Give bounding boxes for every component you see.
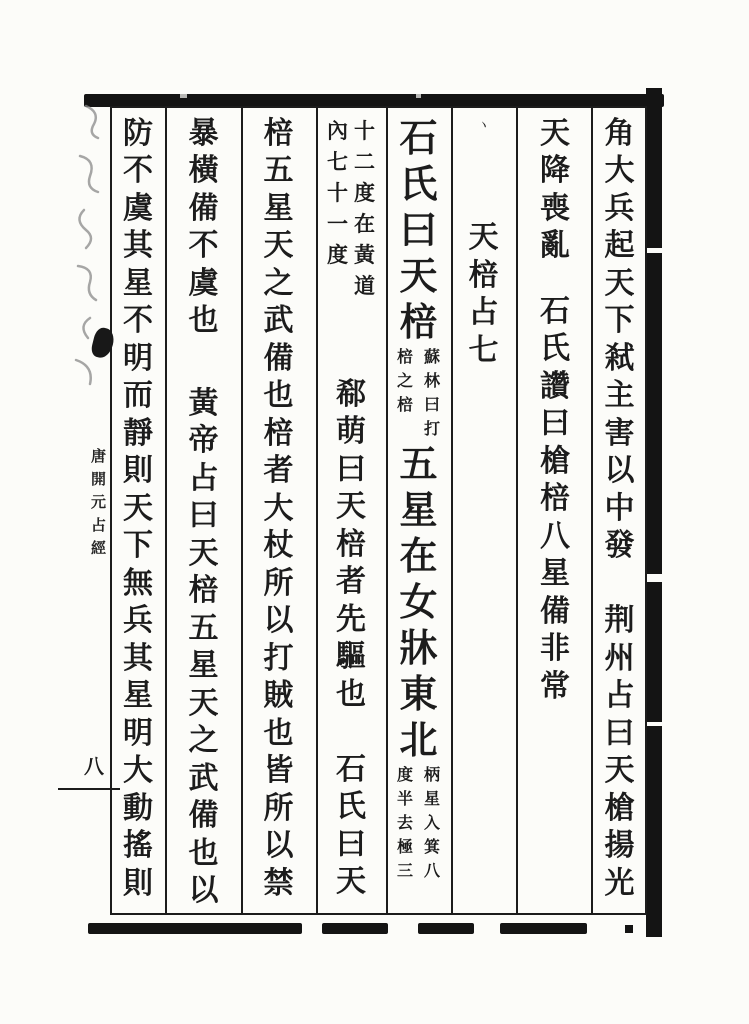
text-glyph: 武 [263,303,294,339]
text-glyph: 賊 [263,678,294,714]
text-glyph: 揚 [604,828,635,864]
text-glyph: 氏 [399,161,438,206]
text-glyph: 曰 [336,451,366,487]
text-column-col-5 [317,110,385,913]
text-column-col-2 [520,110,590,913]
text-glyph: 曰 [188,498,219,534]
text-glyph: 牀 [399,625,438,670]
text-glyph: 在 [399,533,438,578]
text-glyph: 也 [263,715,294,751]
band-nick [416,94,421,98]
text-glyph: 害 [604,415,635,451]
text-glyph: 棓 [263,415,294,451]
annotation-glyph: 柄 [423,765,440,784]
text-glyph: 曰 [604,715,635,751]
text-glyph: 天 [540,115,570,151]
blank-gap [592,565,647,603]
bar-notch [646,574,662,582]
bar-notch [646,722,662,726]
text-segment [167,385,240,910]
annotation-glyph: 蘇 [423,347,440,366]
text-glyph: 動 [123,790,153,826]
annotation-glyph: 八 [423,861,440,880]
text-glyph: 占 [188,460,219,496]
text-segment [387,441,450,763]
text-segment [167,115,240,340]
text-glyph: 曰 [540,406,570,442]
text-glyph: 明 [123,340,153,376]
text-column-col-7 [167,110,240,913]
text-glyph: 橫 [188,153,219,189]
bar-notch [646,248,662,253]
annotation-glyph: 內 [327,118,348,143]
text-glyph: 暴 [188,115,219,151]
text-glyph: 星 [123,265,153,301]
text-glyph: 兵 [123,603,153,639]
text-glyph: 者 [263,453,294,489]
text-column-col-4 [387,110,450,913]
annotation-glyph: 棓 [396,395,413,414]
text-glyph: 發 [604,528,635,564]
text-glyph: 備 [188,798,219,834]
annotation-glyph: 打 [423,419,440,438]
text-glyph: 大 [263,490,294,526]
text-glyph: 北 [399,717,438,762]
blank-gap [317,714,385,752]
text-column-col-3 [452,110,515,913]
text-segment [387,115,450,345]
text-glyph: 亂 [540,228,570,264]
text-glyph: 星 [188,648,219,684]
text-segment [452,220,515,370]
bottom-band-segment [88,923,302,934]
text-glyph: 天 [468,220,499,256]
text-segment [520,293,590,706]
text-glyph: 備 [263,340,294,376]
text-glyph: 其 [123,640,153,676]
text-glyph: 石 [336,751,366,787]
text-glyph: 星 [399,487,438,532]
interlinear-annotation [387,763,450,883]
annotation-glyph: 棓 [396,347,413,366]
text-glyph: 之 [188,723,219,759]
text-glyph: 則 [123,865,153,901]
annotation-glyph: 黃 [354,242,375,267]
annotation-glyph: 入 [423,813,440,832]
text-glyph: 以 [263,603,294,639]
interlinear-annotation [317,115,385,301]
text-glyph: 萌 [336,414,366,450]
text-glyph: 備 [540,593,570,629]
text-glyph: 棓 [336,526,366,562]
annotation-glyph: 箕 [423,837,440,856]
annotation-glyph: 十 [354,118,375,143]
text-glyph: 七 [468,332,499,368]
text-glyph: 角 [604,115,635,151]
text-glyph: 常 [540,668,570,704]
bottom-band-dot [625,925,633,933]
text-glyph: 下 [123,528,153,564]
text-glyph: 而 [123,378,153,414]
text-glyph: 備 [188,190,219,226]
text-glyph: 天 [604,265,635,301]
text-glyph: 星 [123,678,153,714]
annotation-subcolumn-left [324,115,351,270]
bottom-band-segment [322,923,388,934]
blank-gap [317,301,385,376]
text-glyph: 無 [123,565,153,601]
annotation-glyph: 曰 [423,395,440,414]
annotation-glyph: 七 [327,149,348,174]
text-glyph: 驅 [336,639,366,675]
text-glyph: 五 [399,441,438,486]
annotation-glyph: 極 [396,837,413,856]
text-glyph: 五 [263,153,294,189]
text-glyph: 兵 [604,190,635,226]
text-glyph: 非 [540,631,570,667]
text-glyph: 天 [336,864,366,900]
text-glyph: 槍 [540,443,570,479]
text-glyph: 棓 [468,257,499,293]
annotation-glyph: 二 [354,149,375,174]
annotation-glyph: 度 [396,765,413,784]
text-glyph: 虞 [123,190,153,226]
binding-bar-right [646,88,662,937]
blank-gap [167,340,240,385]
text-glyph: 州 [604,640,635,676]
text-glyph: 棓 [399,299,438,344]
text-segment [317,376,385,714]
column-separator [516,108,518,913]
annotation-glyph: 道 [354,273,375,298]
text-segment [242,115,315,903]
text-glyph: 也 [188,835,219,871]
text-glyph: 靜 [123,415,153,451]
text-glyph: 以 [188,873,219,909]
text-glyph: 喪 [540,190,570,226]
annotation-subcolumn-right [351,115,378,301]
text-glyph: 氏 [540,331,570,367]
text-glyph: 以 [604,453,635,489]
text-glyph: 女 [399,579,438,624]
text-glyph: 杖 [263,528,294,564]
annotation-glyph: 度 [327,242,348,267]
annotation-glyph: 一 [327,211,348,236]
text-glyph: 皆 [263,753,294,789]
text-glyph: 之 [263,265,294,301]
bottom-band-segment [418,923,474,934]
mark-glyph: 丶 [475,117,492,135]
text-segment [592,603,647,903]
text-glyph: 氏 [336,789,366,825]
text-glyph: 五 [188,610,219,646]
text-glyph: 明 [123,715,153,751]
annotation-glyph: 林 [423,371,440,390]
text-glyph: 其 [123,228,153,264]
text-glyph: 所 [263,565,294,601]
interlinear-annotation [387,345,450,441]
annotation-glyph: 去 [396,813,413,832]
text-glyph: 也 [336,676,366,712]
text-glyph: 打 [263,640,294,676]
text-glyph: 東 [399,671,438,716]
annotation-glyph: 半 [396,789,413,808]
text-segment [112,115,164,903]
text-glyph: 天 [188,685,219,721]
annotation-subcolumn-right [419,345,446,441]
text-glyph: 占 [604,678,635,714]
text-glyph: 搖 [123,828,153,864]
text-glyph: 所 [263,790,294,826]
bottom-band-segment [500,923,587,934]
text-glyph: 帝 [188,423,219,459]
annotation-subcolumn-left [392,345,419,417]
text-glyph: 不 [123,153,153,189]
text-glyph: 天 [604,753,635,789]
text-glyph: 起 [604,228,635,264]
text-glyph: 光 [604,865,635,901]
page-number: 八 [84,754,104,778]
annotation-glyph: 三 [396,861,413,880]
text-glyph: 天 [188,535,219,571]
text-glyph: 防 [123,115,153,151]
annotation-glyph: 之 [396,371,413,390]
text-glyph: 降 [540,153,570,189]
page-number-underline [58,788,120,790]
text-segment [317,751,385,901]
text-glyph: 郗 [336,376,366,412]
text-segment [592,115,647,565]
blank-gap [520,265,590,293]
band-nick [180,94,187,98]
text-segment [520,115,590,265]
text-glyph: 大 [604,153,635,189]
text-glyph: 則 [123,453,153,489]
text-column-col-6 [242,110,315,913]
text-glyph: 曰 [336,826,366,862]
text-glyph: 中 [604,490,635,526]
text-glyph: 星 [540,556,570,592]
text-glyph: 虞 [188,265,219,301]
text-glyph: 也 [188,303,219,339]
annotation-glyph: 在 [354,211,375,236]
text-glyph: 大 [123,753,153,789]
text-column-col-1 [592,110,647,913]
text-glyph: 者 [336,564,366,600]
text-glyph: 下 [604,303,635,339]
text-glyph: 禁 [263,865,294,901]
text-glyph: 主 [604,378,635,414]
text-glyph: 棓 [540,481,570,517]
text-glyph: 不 [123,303,153,339]
text-glyph: 石 [540,293,570,329]
text-glyph: 天 [336,489,366,525]
text-glyph: 荆 [604,603,635,639]
text-glyph: 黃 [188,385,219,421]
text-glyph: 先 [336,601,366,637]
text-glyph: 星 [263,190,294,226]
text-glyph: 不 [188,228,219,264]
text-glyph: 也 [263,378,294,414]
text-glyph: 天 [399,253,438,298]
annotation-glyph: 度 [354,180,375,205]
annotation-glyph: 星 [423,789,440,808]
blank-gap [452,137,515,220]
text-glyph: 弒 [604,340,635,376]
text-glyph: 武 [188,760,219,796]
text-glyph: 天 [123,490,153,526]
text-glyph: 石 [399,115,438,160]
text-glyph: 天 [263,228,294,264]
reading-mark [452,115,515,137]
spine-label: 唐開元占經 [89,448,107,563]
annotation-subcolumn-right [419,763,446,883]
text-glyph: 讚 [540,368,570,404]
text-glyph: 八 [540,518,570,554]
text-glyph: 棓 [263,115,294,151]
text-glyph: 棓 [188,573,219,609]
text-glyph: 曰 [399,207,438,252]
text-glyph: 占 [468,295,499,331]
annotation-subcolumn-left [392,763,419,883]
text-column-col-8 [112,110,164,913]
text-glyph: 槍 [604,790,635,826]
annotation-glyph: 十 [327,180,348,205]
text-glyph: 以 [263,828,294,864]
